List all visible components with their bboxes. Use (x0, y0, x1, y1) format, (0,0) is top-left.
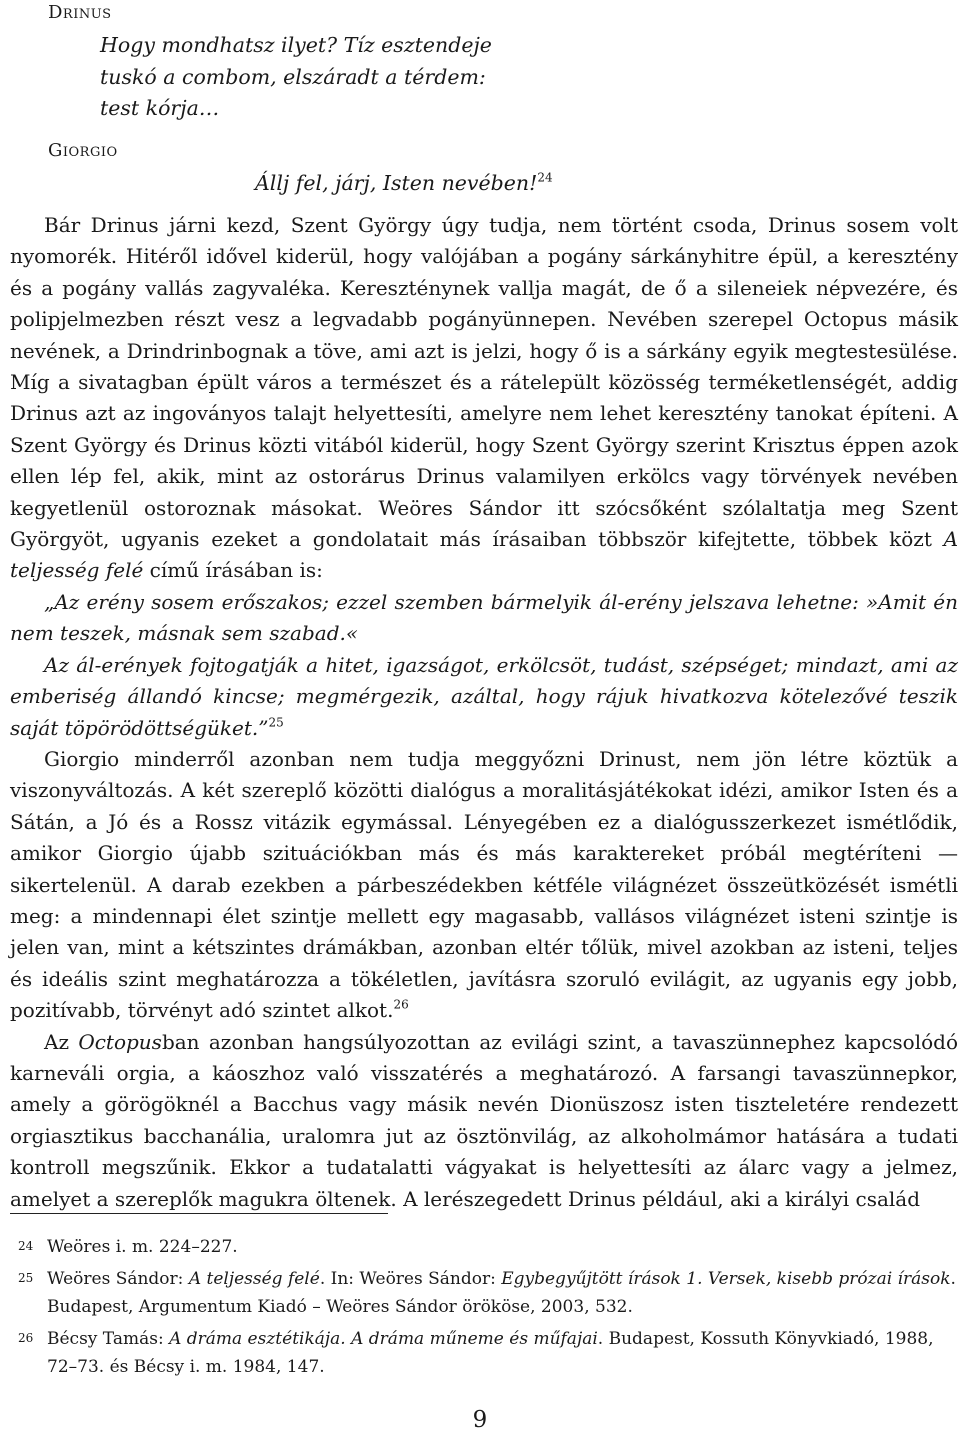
footnote-text: . In: Weöres Sándor: (319, 1269, 502, 1289)
footnotes (10, 1233, 958, 1381)
book-title: A teljesség felé (10, 527, 959, 583)
verse-block (100, 30, 492, 125)
footnote-title: Egybegyűjtött írások 1. Versek, kisebb prózai írások (501, 1269, 951, 1289)
quote-text: Az ál-erények fojtogatják a hitet, igazságot, erkölcsöt, tudást, szépséget; mindazt, ami az emberiség állandó kincse; megmérgezik, azáltal, hogy rájuk hivatkozva kötelezővé teszik saját töpörödöttségüket.” (10, 652, 958, 740)
paragraph-text: ban azonban hangsúlyozottan az evilági szint, a tavaszünnephez kapcsolódó karneváli orgia, a káoszhoz való visszatérés a meghatározó. A farsangi tavaszünnepkor, amely a görögöknél a Bacchus vagy másik nevén Dionüszosz isten tiszteletére rendezett orgiasztikus bacchanália, uralomra jut az ösztönvilág, az alkoholmámor hatására a tudati kontroll megszűnik. Ekkor a tudatalatti vágyakat is helyettesíti az álarc vagy a jelmez, amelyet a szereplők magukra öltenek. A lerészegedett Drinus például, aki a királyi család (10, 1029, 959, 1211)
verse-block (255, 168, 553, 200)
footnote-item (10, 1325, 958, 1381)
paragraph-text: című írásában is: (143, 558, 323, 583)
paragraph (10, 744, 958, 1027)
paragraph-text: Giorgio minderről azonban nem tudja meggyőzni Drinust, nem jön létre köztük a viszonyváltozás. A két szereplő közötti dialógus a moralitásjátékokat idézi, amikor Isten és a Sátán, a Jó és a Rossz vitázik egymással. Lényegében ez a dialógusszerkezet ismétlődik, amikor Giorgio újabb szituációkban más és más karaktereket próbál megtéríteni — sikertelenül. A darab ezekben a párbeszédekben kétféle világnézet összeütközését ismétli meg: a mindennapi élet szintje mellett egy magasabb, vallásos világnézet isteni szintje is jelen van, mint a kétszintes drámákban, azonban eltér tőlük, mivel azokban az isteni, teljes és ideális szint meghatározza a tökéletlen, javításra szoruló evilágit, az ugyanis egy jobb, pozitívabb, törvényt adó szintet alkot. (10, 746, 958, 1023)
verse-line: tuskó a combom, elszáradt a térdem: (100, 64, 486, 89)
verse-text: Állj fel, járj, Isten nevében! (255, 171, 538, 195)
footnote-text: . Budapest, Kossuth Könyvkiadó, 1988, 72–73. és Bécsy i. m. 1984, 147. (47, 1329, 934, 1377)
footnote-text: Weöres i. m. 224–227. (47, 1237, 238, 1257)
verse-line: Hogy mondhatsz ilyet? Tíz esztendeje (100, 33, 492, 57)
verse-line: test kórja… (100, 96, 220, 120)
footnote-text: Weöres Sándor: (47, 1269, 189, 1289)
paragraph-text: Bár Drinus járni kezd, Szent György úgy tudja, nem történt csoda, Drinus sosem volt nyomorék. Hitéről idővel kiderül, hogy valójában a pogány sárkányhitre épül, a keresztény és a pogány vallás zagyvaléka. Kereszténynek vallja magát, de ő a sileneiek népvezére, és polipjelmezben részt vesz a legvadabb pogányünnepen. Nevében szerepel Octopus másik nevének, a Drindrinbognak a töve, ami azt is jelzi, hogy ő is a sárkány egyik megtestesülése. Míg a sivatagban épült város a természet és a rátelepült közösség terméketlenségét, addig Drinus azt az ingoványos talajt helyettesíti, amelyre nem lehet keresztény tanokat építeni. A Szent György és Drinus közti vitából kiderül, hogy Szent György szerint Krisztus éppen azok ellen lép fel, akik, mint az ostorárus Drinus valamilyen erkölcs vagy törvények nevében kegyetlenül ostoroznak másokat. Weöres Sándor itt szócsőként szólaltatja meg Szent Györgyöt, ugyanis ezeket a gondolatait más írásaiban többször kifejtette, többek közt (10, 213, 958, 552)
paragraph (10, 1027, 958, 1215)
footnote-text: . Budapest, Argumentum Kiadó – Weöres Sándor örököse, 2003, 532. (47, 1269, 956, 1317)
body-text (10, 210, 958, 1215)
quote-paragraph (10, 650, 958, 744)
speaker-name: Giorgio (48, 140, 118, 161)
speaker-name: Drinus (48, 2, 112, 23)
footnote-ref: 24 (537, 170, 553, 185)
paragraph (10, 210, 958, 587)
quote-paragraph (10, 587, 958, 650)
footnote-number: 24 (18, 1239, 34, 1253)
footnote-item (10, 1233, 958, 1261)
footnote-number: 26 (18, 1331, 34, 1345)
footnote-ref: 26 (393, 997, 409, 1012)
paragraph-text: Az (44, 1029, 79, 1054)
play-title: Octopus (78, 1029, 162, 1054)
page-number: 9 (472, 1407, 488, 1433)
quote-text: „Az erény sosem erőszakos; ezzel szemben bármelyik ál-erény jelszava lehetne: »Amit én nem teszek, másnak sem szabad.« (10, 589, 958, 646)
footnote-ref: 25 (268, 715, 284, 730)
footnote-title: A dráma esztétikája. A dráma műneme és műfajai (169, 1329, 598, 1349)
footnote-divider (10, 1213, 388, 1214)
footnote-item (10, 1265, 958, 1321)
footnote-text: Bécsy Tamás: (47, 1329, 170, 1349)
verse-line (255, 168, 553, 200)
footnote-number: 25 (18, 1271, 34, 1285)
footnote-title: A teljesség felé (188, 1269, 320, 1289)
